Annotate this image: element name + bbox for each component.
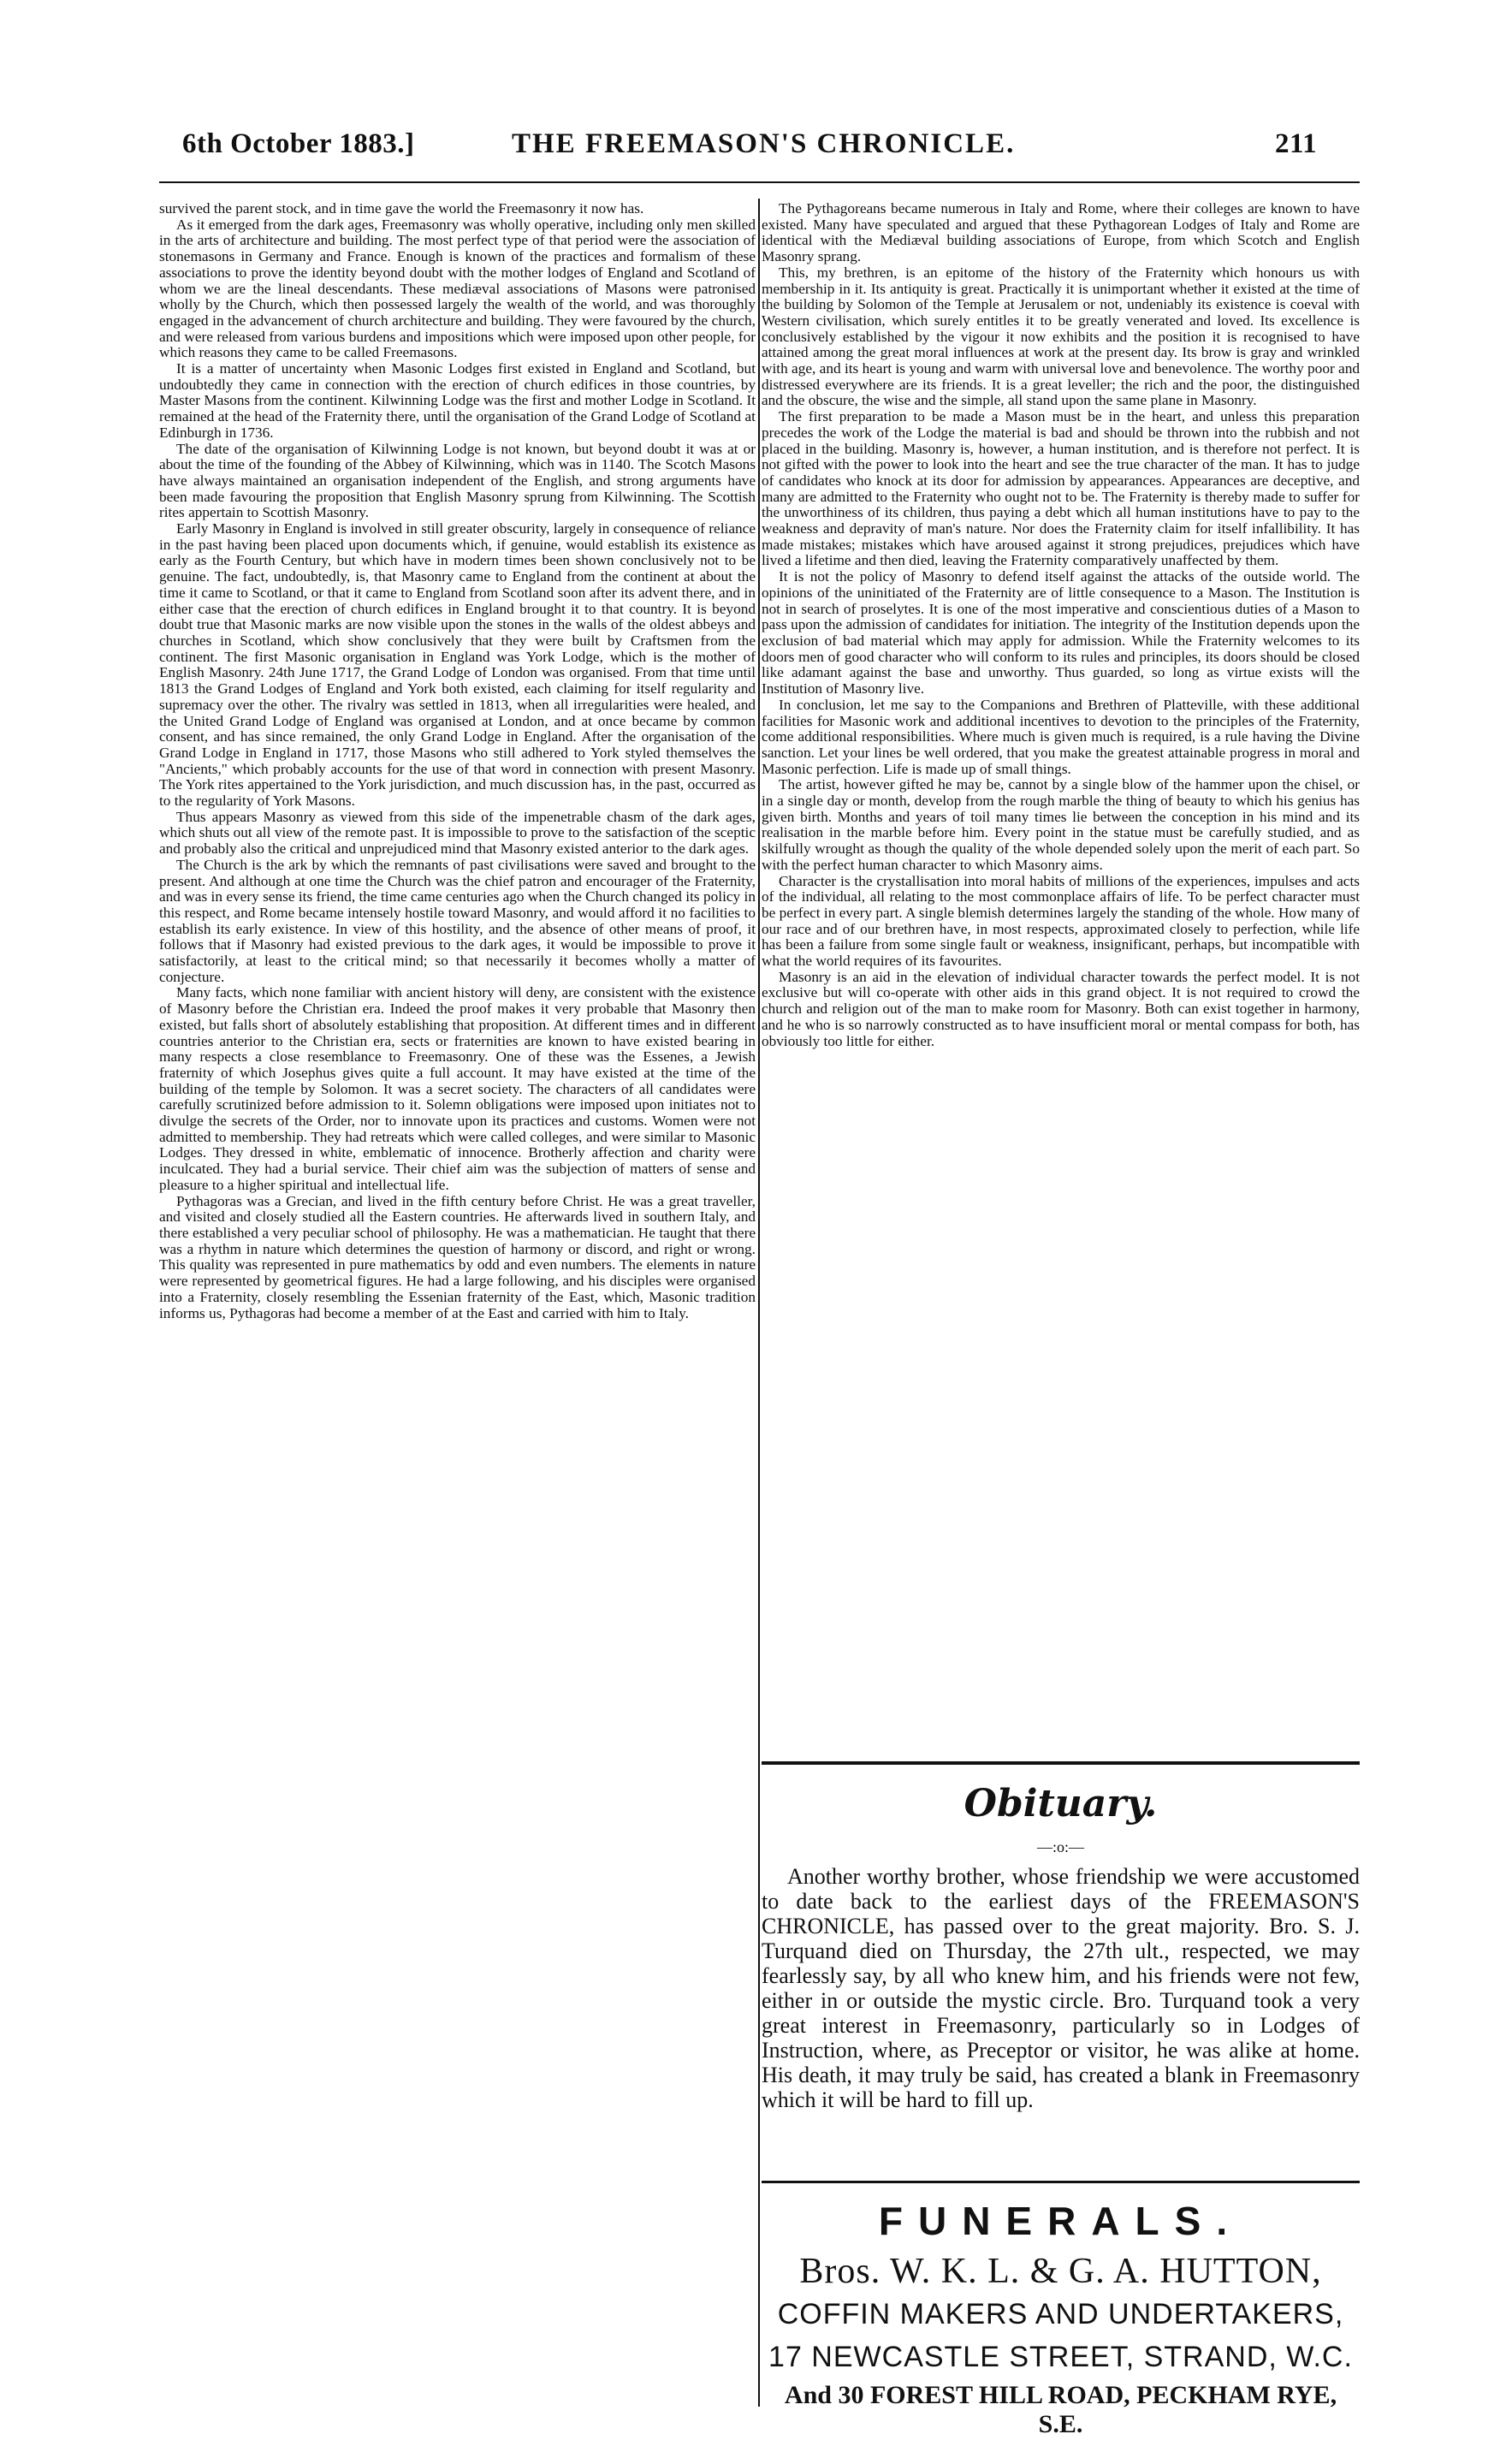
article-paragraph: Pythagoras was a Grecian, and lived in the fifth century before Christ. He was a great traveller, and visited and closely studied all the Eastern countries. He afterwards lived in southern Italy, and there established a very peculiar school of philosophy. He was a mathematician. He taught that there was a rhythm in nature which determines the question of harmony or discord, and right or wrong. This quality was represented in pure mathematics by odd and even numbers. The elements in nature were represented by geometrical figures. He had a large following, and his disciples were organised into a Fraternity, closely resembling the Essenian fraternity of the East, which, Masonic tradition informs us, Pythagoras had become a member of at the East and carried with him to Italy. bbox=[159, 1192, 756, 1321]
article-paragraph: The Pythagoreans became numerous in Italy and Rome, where their colleges are known to have existed. Many have speculated and argued that these Pythagorean Lodges of Italy and Rome are identical with the Mediæval building associations of Europe, from which Scotch and English Masonry sprang. bbox=[762, 200, 1360, 265]
page-number: 211 bbox=[1275, 128, 1318, 159]
advert-trade: COFFIN MAKERS AND UNDERTAKERS, bbox=[777, 2298, 1344, 2330]
advert-top-rule bbox=[762, 2181, 1360, 2183]
obituary-notice bbox=[762, 1864, 1360, 2112]
article-paragraph: As it emerged from the dark ages, Freemasonry was wholly operative, including only men skilled in the arts of architecture and building. The most perfect type of that period were the association of stonemasons in Germany and France. Enough is known of the practices and formalism of these associations to prove the identity beyond doubt with the mother lodges of England and Scotland of whom we are the lineal descendants. These mediæval associations of Masons were patronised wholly by the Church, which then possessed largely the wealth of the world, and was thoroughly engaged in the advancement of church architecture and building. They were favoured by the church, and were released from various burdens and impositions which were imposed upon other people, for which reasons they came to be called Freemasons. bbox=[159, 216, 756, 361]
article-paragraph: Character is the crystallisation into moral habits of millions of the experiences, impulses and acts of the individual, all relating to the most commonplace affairs of life. To be perfect character must be perfect in every part. A single blemish determines largely the standing of the whole. How many of our race and of our brethren have, in most respects, approximated closely to perfection, while life has been a failure from some single fault or weakness, insignificant, perhaps, but incompatible with what the world requires of its favourites. bbox=[762, 872, 1360, 970]
article-paragraph: Masonry is an aid in the elevation of individual character towards the perfect model. It is not exclusive but will co-operate with other aids in this grand object. It is not required to crowd the church and religion out of the man to make room for Masonry. Both can exist together in harmony, and he who is so narrowly constructed as to have insufficient moral or mental compass for both, has obviously too little for either. bbox=[762, 968, 1360, 1049]
article-paragraph: The artist, however gifted he may be, cannot by a single blow of the hammer upon the chisel, or in a single day or month, develop from the rough marble the thing of beauty to which his genius has given birth. Months and years of toil many times lie between the conception in his mind and its realisation in the marble before him. Every point in the statue must be carefully studied, and as skilfully wrought as though the quality of the whole depended solely upon the merit of each part. So with the perfect human character to which Masonry aims. bbox=[762, 776, 1360, 873]
article-paragraph: survived the parent stock, and in time gave the world the Freemasonry it now has. bbox=[159, 200, 644, 217]
advert-address-secondary: And 30 FOREST HILL ROAD, PECKHAM RYE, S.E. bbox=[784, 2381, 1337, 2438]
advert-address-primary: 17 NEWCASTLE STREET, STRAND, W.C. bbox=[768, 2341, 1353, 2373]
obituary-text: Another worthy brother, whose friendship we were accustomed to date back to the earliest days of the FREEMASON'S CHRONICLE, has passed over to the great majority. Bro. S. J. Turquand died on Thursday, the 27th ult., respected, we may fearlessly say, by all who knew him, and his friends were not few, either in or outside the mystic circle. Bro. Turquand took a very great interest in Freemasonry, particularly so in Lodges of Instruction, where, as Preceptor or visitor, he was alike at home. His death, it may truly be said, has created a blank in Freemasonry which it will be hard to fill up. bbox=[762, 1864, 1360, 2112]
advert-title: FUNERALS. bbox=[878, 2199, 1243, 2243]
article-paragraph: It is not the policy of Masonry to defend itself against the attacks of the outside world. The opinions of the uninitiated of the Fraternity are of little consequence to a Mason. The Institution is not in search of proselytes. It is one of the most imperative and conscientious duties of a Mason to pass upon the admission of candidates for initiation. The integrity of the Institution depends upon the exclusion of bad material which may apply for admission. While the Fraternity welcomes to its doors men of good character who will conform to its rules and principles, its doors should be closed like adamant against the base and unworthy. Thus guarded, so long as virtue exists will the Institution of Masonry live. bbox=[762, 568, 1360, 698]
column-divider bbox=[758, 199, 760, 2407]
right-article-column bbox=[762, 201, 1360, 1049]
issue-date: 6th October 1883.] bbox=[182, 128, 415, 159]
ornament-separator: —:o:— bbox=[1036, 1838, 1084, 1855]
article-paragraph: The date of the organisation of Kilwinning Lodge is not known, but beyond doubt it was at or about the time of the founding of the Abbey of Kilwinning, which was in 1140. The Scotch Masons have always maintained an organisation independent of the English, and strong arguments have been made favouring the proposition that English Masonry sprung from Kilwinning. The Scottish rites appertain to Scottish Masonry. bbox=[159, 440, 756, 521]
left-article-column bbox=[159, 201, 756, 1321]
article-paragraph: Thus appears Masonry as viewed from this side of the impenetrable chasm of the dark ages, which shuts out all view of the remote past. It is impossible to prove to the satisfaction of the sceptic and probably also the critical and unprejudiced mind that Masonry existed anterior to the dark ages. bbox=[159, 808, 756, 858]
obituary-heading: Obituary. bbox=[964, 1782, 1158, 1826]
article-paragraph: Early Masonry in England is involved in still greater obscurity, largely in consequence of reliance in the past having been placed upon documents which, if genuine, would establish its existence as early as the Fourth Century, but which have in modern times been shown conclusively not to be genuine. The fact, undoubtedly, is, that Masonry came to England from the continent at about the time it came to Scotland, or that it came to England from Scotland soon after its advent there, and in either case that the erection of church edifices in England brought it to that country. It is beyond doubt true that Masonic marks are now visible upon the stones in the walls of the oldest abbeys and churches in Scotland, which show conclusively that they were built by Craftsmen from the continent. The first Masonic organisation in England was York Lodge, which is the mother of English Masonry. 24th June 1717, the Grand Lodge of London was organised. From that time until 1813 the Grand Lodges of England and York both existed, each claiming for itself regularity and supremacy over the other. The rivalry was settled in 1813, when all irregularities were healed, and the United Grand Lodge of England was organised at London, and at once became by common consent, and has since remained, the only Grand Lodge in England. After the organisation of the Grand Lodge in England in 1717, those Masons who still adhered to York styled themselves the "Ancients," which probably accounts for the use of that word in connection with present Masonry. The York rites appertained to the York jurisdiction, and much discussion has, in the past, occurred as to the regularity of York Masons. bbox=[159, 520, 756, 810]
publication-title: THE FREEMASON'S CHRONICLE. bbox=[512, 128, 1016, 159]
article-paragraph: In conclusion, let me say to the Companions and Brethren of Platteville, with these additional facilities for Masonic work and additional incentives to devotion to the principles of the Fraternity, come additional responsibilities. Where much is given much is required, is a rule having the Divine sanction. Let your lines be well ordered, that you make the greatest attainable progress in moral and Masonic perfection. Life is made up of small things. bbox=[762, 696, 1360, 777]
article-paragraph: The Church is the ark by which the remnants of past civilisations were saved and brought to the present. And although at one time the Church was the chief patron and encourager of the Fraternity, and was in every sense its friend, the time came centuries ago when the Church changed its policy in this respect, and Rome became intensely hostile toward Masonry, and would afford it no facilities to establish its early existence. In view of this hostility, and the absence of other means of proof, it follows that if Masonry had existed previous to the dark ages, it would be impossible to prove it satisfactorily, at least to the critical mind; so that necessarily it becomes wholly a matter of conjecture. bbox=[159, 856, 756, 985]
article-paragraph: The first preparation to be made a Mason must be in the heart, and unless this preparation precedes the work of the Lodge the material is bad and should be thrown into the rubbish and not placed in the building. Masonry is, however, a human institution, and is therefore not perfect. It is not gifted with the power to look into the heart and see the true character of the man. It has to judge of candidates who knock at its door for admission by appearances. Appearances are deceptive, and many are admitted to the Fraternity who ought not to be. The Fraternity is thereby made to suffer for the unworthiness of its children, thus paying a debt which all human institutions have to pay to the weakness and depravity of man's nature. Nor does the Fraternity claim for itself infallibility. It has made mistakes; mistakes which have aroused against it strong prejudices, prejudices which have lived a lifetime and then died, leaving the Fraternity comparatively unaffected by them. bbox=[762, 408, 1360, 569]
advert-names: Bros. W. K. L. & G. A. HUTTON, bbox=[799, 2252, 1322, 2291]
article-paragraph: It is a matter of uncertainty when Masonic Lodges first existed in England and Scotland, but undoubtedly they came in connection with the erection of church edifices in those countries, by Master Masons from the continent. Kilwinning Lodge was the first and mother Lodge in Scotland. It remained at the head of the Fraternity there, until the organisation of the Grand Lodge of Scotland at Edinburgh in 1736. bbox=[159, 360, 756, 441]
obituary-top-rule bbox=[762, 1761, 1360, 1765]
article-paragraph: Many facts, which none familiar with ancient history will deny, are consistent with the existence of Masonry before the Christian era. Indeed the proof makes it very probable that Masonry then existed, but falls short of absolutely establishing that proposition. At different times and in different countries anterior to the Christian era, sects or fraternities are known to have existed bearing in many respects a close resemblance to Freemasonry. One of these was the Essenes, a Jewish fraternity of which Josephus gives quite a full account. It may have existed at the time of the building of the temple by Solomon. It was a secret society. The characters of all candidates were carefully scrutinized before admission to it. Solemn obligations were imposed upon initiates not to divulge the secrets of the Order, nor to innovate upon its practices and customs. Women were not admitted to membership. They had retreats which were called colleges, and were similar to Masonic Lodges. They dressed in white, emblematic of innocence. Brotherly affection and charity were inculcated. They had a burial service. Their chief aim was the subjection of matters of sense and pleasure to a higher spiritual and intellectual life. bbox=[159, 984, 756, 1193]
article-paragraph: This, my brethren, is an epitome of the history of the Fraternity which honours us with membership in it. Its antiquity is great. Practically it is unimportant whether it existed at the time of the building by Solomon of the Temple at Jerusalem or not, undeniably its existence is coeval with Western civilisation, which surely entitles it to be greatly venerated and loved. Its excellence is conclusively established by the vigour it now exhibits and the position it is recognised to have attained among the great moral influences at work at the present day. Its brow is gray and wrinkled with age, and its heart is young and warm with universal love and benevolence. The worthy poor and distressed everywhere are its friends. It is a great leveller; the rich and the poor, the distinguished and the obscure, the wise and the simple, all stand upon the same plane in Masonry. bbox=[762, 264, 1360, 409]
header-rule bbox=[159, 181, 1360, 183]
